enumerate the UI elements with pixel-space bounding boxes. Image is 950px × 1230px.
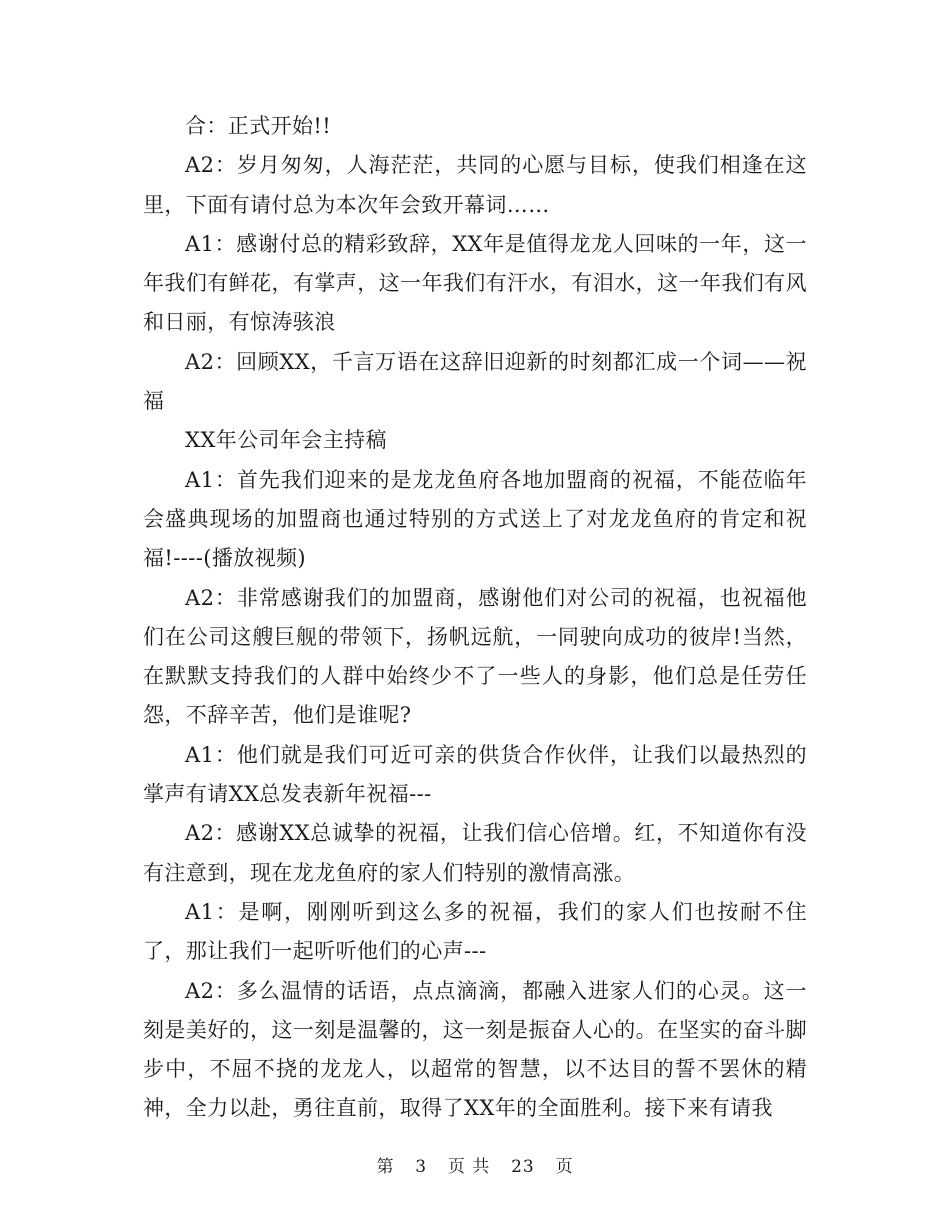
paragraph: A1：他们就是我们可近可亲的供货合作伙伴，让我们以最热烈的掌声有请XX总发表新年祝福--- — [143, 742, 807, 807]
footer-current-page: 3 — [415, 1157, 428, 1177]
paragraph: A2：回顾XX，千言万语在这辞旧迎新的时刻都汇成一个词——祝福 — [143, 349, 807, 414]
footer-prefix: 第 — [376, 1157, 395, 1177]
paragraph: 合：正式开始!! — [185, 114, 332, 138]
page-footer — [0, 1152, 950, 1177]
footer-total-pages: 23 — [511, 1157, 535, 1177]
footer-middle: 页 共 — [447, 1157, 491, 1177]
paragraph: A1：首先我们迎来的是龙龙鱼府各地加盟商的祝福，不能莅临年会盛典现场的加盟商也通过特别的方式送上了对龙龙鱼府的肯定和祝福!----(播放视频) — [143, 467, 807, 571]
paragraph: A2：多么温情的话语，点点滴滴，都融入进家人们的心灵。这一刻是美好的，这一刻是温馨的，这一刻是振奋人心的。在坚实的奋斗脚步中，不屈不挠的龙龙人，以超常的智慧，以不达目的誓不罢休的精神，全力以赴，勇往直前，取得了XX年的全面胜利。接下来有请我 — [143, 978, 807, 1121]
document-body — [143, 107, 807, 1129]
paragraph: A1：是啊，刚刚听到这么多的祝福，我们的家人们也按耐不住了，那让我们一起听听他们的心声--- — [143, 899, 807, 964]
paragraph: A2：感谢XX总诚挚的祝福，让我们信心倍增。红，不知道你有没有注意到，现在龙龙鱼府的家人们特别的激情高涨。 — [143, 821, 807, 885]
paragraph: A2：岁月匆匆，人海茫茫，共同的心愿与目标，使我们相逢在这里，下面有请付总为本次年会致开幕词…… — [143, 153, 807, 217]
paragraph: A1：感谢付总的精彩致辞，XX年是值得龙龙人回味的一年，这一年我们有鲜花，有掌声，这一年我们有汗水，有泪水，这一年我们有风和日丽，有惊涛骇浪 — [143, 231, 807, 335]
section-heading: XX年公司年会主持稿 — [185, 428, 387, 453]
footer-suffix: 页 — [555, 1157, 574, 1177]
paragraph: A2：非常感谢我们的加盟商，感谢他们对公司的祝福，也祝福他们在公司这艘巨舰的带领下，扬帆远航，一同驶向成功的彼岸!当然，在默默支持我们的人群中始终少不了一些人的身影，他们总是任劳任怨，不辞辛苦，他们是谁呢? — [143, 585, 807, 728]
